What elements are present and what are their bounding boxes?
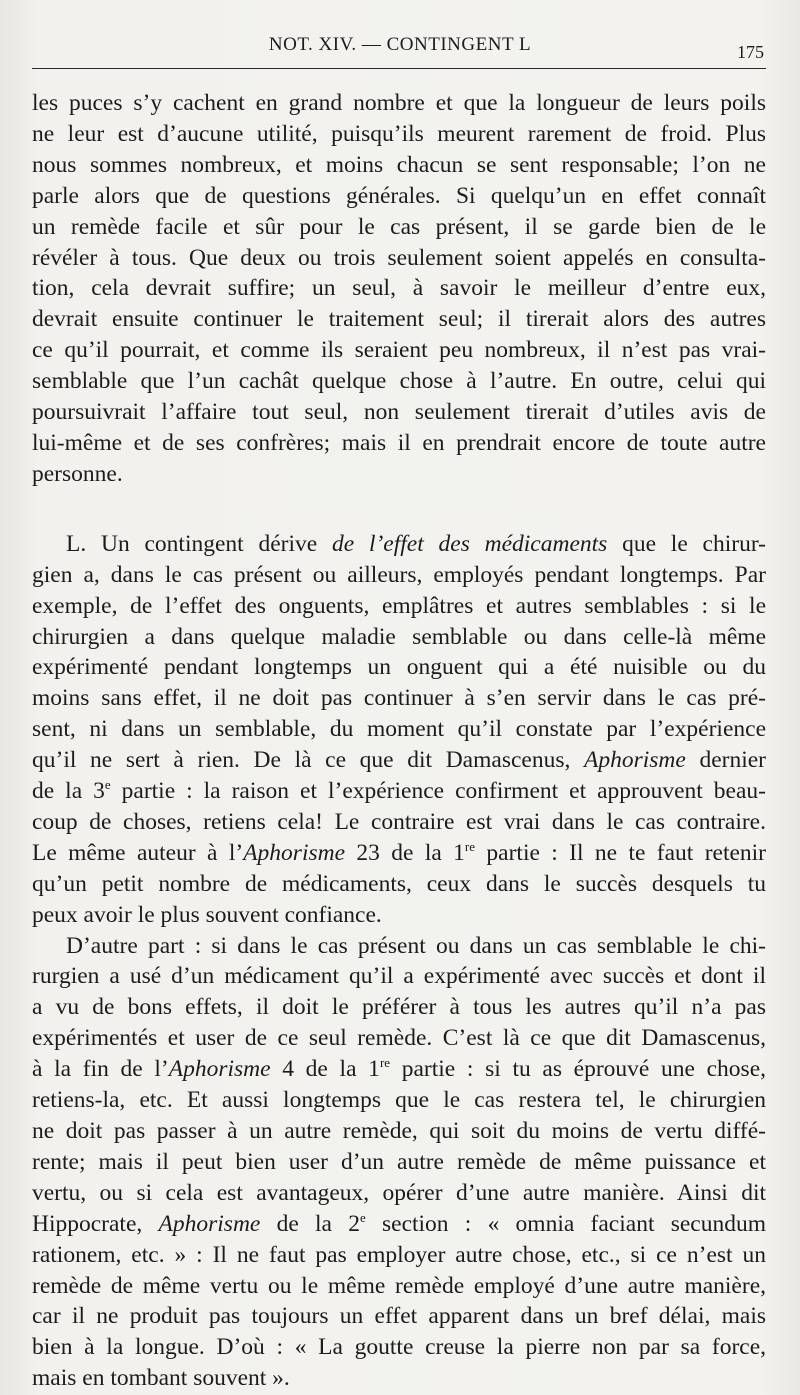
text-segment: qu’un petit nombre de médicaments, ceux dans le succès desquels tu [32,870,766,897]
text-line [32,459,766,490]
text-segment: mais en tombant souvent ». [32,1365,290,1392]
text-line [32,776,766,807]
text-line [32,560,766,591]
text-line [32,652,766,683]
text-segment: personne. [32,460,123,487]
text-line [32,1023,766,1054]
text-line [32,1054,766,1085]
text-segment: peux avoir le plus souvent confiance. [32,901,382,928]
text-segment: gien a, dans le cas présent ou ailleurs, employés pendant longtemps. Par [32,561,766,588]
running-title: NOT. XIV. — CONTINGENT L [268,34,532,55]
text-segment: sent, ni dans un semblable, du moment qu’il constate par l’expérience [32,716,766,743]
text-line [32,961,766,992]
text-segment: L. Un contingent dérive [66,530,332,557]
text-line [32,1147,766,1178]
text-line [32,622,766,653]
text-segment: Hippocrate, [32,1210,159,1237]
text-segment: ne leur est d’aucune utilité, puisqu’ils meurent rarement de froid. Plus [32,120,766,147]
text-segment: bien à la longue. D’où : « La goutte creuse la pierre non par sa force, [32,1334,766,1361]
text-line [32,428,766,459]
text-segment: devrait ensuite continuer le traitement seul; il tirerait alors des autres [32,306,766,333]
text-line [32,1178,766,1209]
text-segment: chirurgien a dans quelque maladie semblable ou dans celle-là même [32,623,766,650]
paragraph [32,88,766,490]
text-segment: ne doit pas passer à un autre remède, qui soit du moins de vertu diffé- [32,1118,766,1144]
text-line [32,807,766,838]
page-number: 175 [737,42,764,62]
text-line [32,1332,766,1363]
text-line [32,181,766,212]
text-segment: les puces s’y cachent en grand nombre et que la longueur de leurs poils [32,90,766,116]
text-segment: nous sommes nombreux, et moins chacun se sent responsable; l’on ne [32,151,766,178]
italic-term: Aphorisme [158,1210,261,1237]
text-segment: partie : si tu as éprouvé une chose, [390,1056,767,1083]
text-line [32,335,766,366]
text-segment: de la 2 [260,1210,360,1237]
text-line [32,683,766,714]
text-segment: expérimenté pendant longtemps un onguent qui a été nuisible ou du [32,654,766,681]
text-segment: Le même auteur à l’ [32,839,244,866]
text-segment: ce qu’il pourrait, et comme ils seraient peu nombreux, il n’est pas vrai- [32,337,766,364]
ordinal-superscript: re [464,838,476,854]
text-segment: expérimentés et user de ce seul remède. C’est là ce que dit Damascenus, [32,1025,766,1052]
text-segment: a vu de bons effets, il doit le préférer à tous les autres qu’il n’a pas [32,994,766,1021]
paragraph [32,529,766,931]
text-segment: retiens-la, etc. Et aussi longtemps que le cas restera tel, le chirurgien [32,1087,766,1114]
text-line [32,714,766,745]
body-text [32,88,766,1394]
text-segment: 23 de la 1 [345,839,465,866]
text-segment: exemple, de l’effet des onguents, emplâtres et autres semblables : si le [32,592,766,619]
text-line [32,1363,766,1394]
text-segment: 4 de la 1 [270,1056,380,1083]
text-segment: car il ne produit pas toujours un effet apparent dans un bref délai, mais [32,1303,766,1330]
text-segment: de la 3 [32,778,105,805]
text-segment: coup de choses, retiens cela! Le contraire est vrai dans le cas contraire. [32,808,766,835]
text-line [32,150,766,181]
text-segment: parle alors que de questions générales. Si quelqu’un en effet connaît [32,182,766,209]
text-line [32,1240,766,1271]
text-segment: remède de même vertu ou le même remède employé d’une autre manière, [32,1272,766,1299]
italic-term: de l’effet des médicaments [331,530,608,557]
text-segment: rurgien a usé d’un médicament qu’il a expérimenté avec succès et dont il [32,963,766,990]
text-line [32,1116,766,1147]
text-line [32,869,766,900]
text-segment: D’autre part : si dans le cas présent ou dans un cas semblable le chi- [66,932,766,959]
text-line [32,397,766,428]
text-line [32,88,766,119]
text-line [32,366,766,397]
italic-term: Aphorisme [583,747,686,774]
text-segment: section : « omnia faciant secundum [365,1210,766,1237]
italic-term: Aphorisme [168,1056,271,1083]
header-rule [32,68,766,69]
text-segment: partie : la raison et l’expérience confirment et approuvent beau- [110,778,766,805]
text-segment: tion, cela devrait suffire; un seul, à savoir le meilleur d’entre eux, [32,275,766,302]
text-segment: qu’il ne sert à rien. De là ce que dit Damascenus, [32,747,584,774]
text-segment: semblable que l’un cachât quelque chose à l’autre. En outre, celui qui [32,368,766,395]
ordinal-superscript: re [379,1055,391,1071]
text-line [32,304,766,335]
text-segment: partie : Il ne te faut retenir [475,839,767,866]
text-segment: à la fin de l’ [32,1056,169,1083]
text-line [32,1301,766,1332]
paragraph [32,931,766,1395]
text-line [32,992,766,1023]
text-line [32,1085,766,1116]
text-line [32,273,766,304]
text-segment: lui-même et de ses confrères; mais il en prendrait encore de toute autre [32,429,766,456]
text-line [32,838,766,869]
text-segment: moins sans effet, il ne doit pas continuer à s’en servir dans le cas pré- [32,685,766,712]
text-line [32,1271,766,1302]
text-line [32,529,766,560]
ordinal-superscript: e [104,777,111,793]
text-line [32,931,766,962]
text-line [32,243,766,274]
text-segment: dernier [685,747,766,774]
page-header [32,28,768,62]
text-line [32,212,766,243]
text-line [32,591,766,622]
ordinal-superscript: e [359,1209,366,1225]
text-line [32,119,766,150]
text-segment: révéler à tous. Que deux ou trois seulement soient appelés en consulta- [32,244,766,271]
text-segment: un remède facile et sûr pour le cas présent, il se garde bien de le [32,213,766,240]
text-segment: rationem, etc. » : Il ne faut pas employer autre chose, etc., si ce n’est un [32,1241,766,1268]
text-line [32,900,766,931]
italic-term: Aphorisme [243,839,346,866]
text-segment: poursuivrait l’affaire tout seul, non seulement tirerait d’utiles avis de [32,399,766,426]
text-segment: vertu, ou si cela est avantageux, opérer d’une autre manière. Ainsi dit [32,1179,766,1206]
text-line [32,745,766,776]
text-segment: que le chirur- [607,530,766,557]
text-segment: rente; mais il peut bien user d’un autre remède de même puissance et [32,1148,766,1175]
text-line [32,1209,766,1240]
